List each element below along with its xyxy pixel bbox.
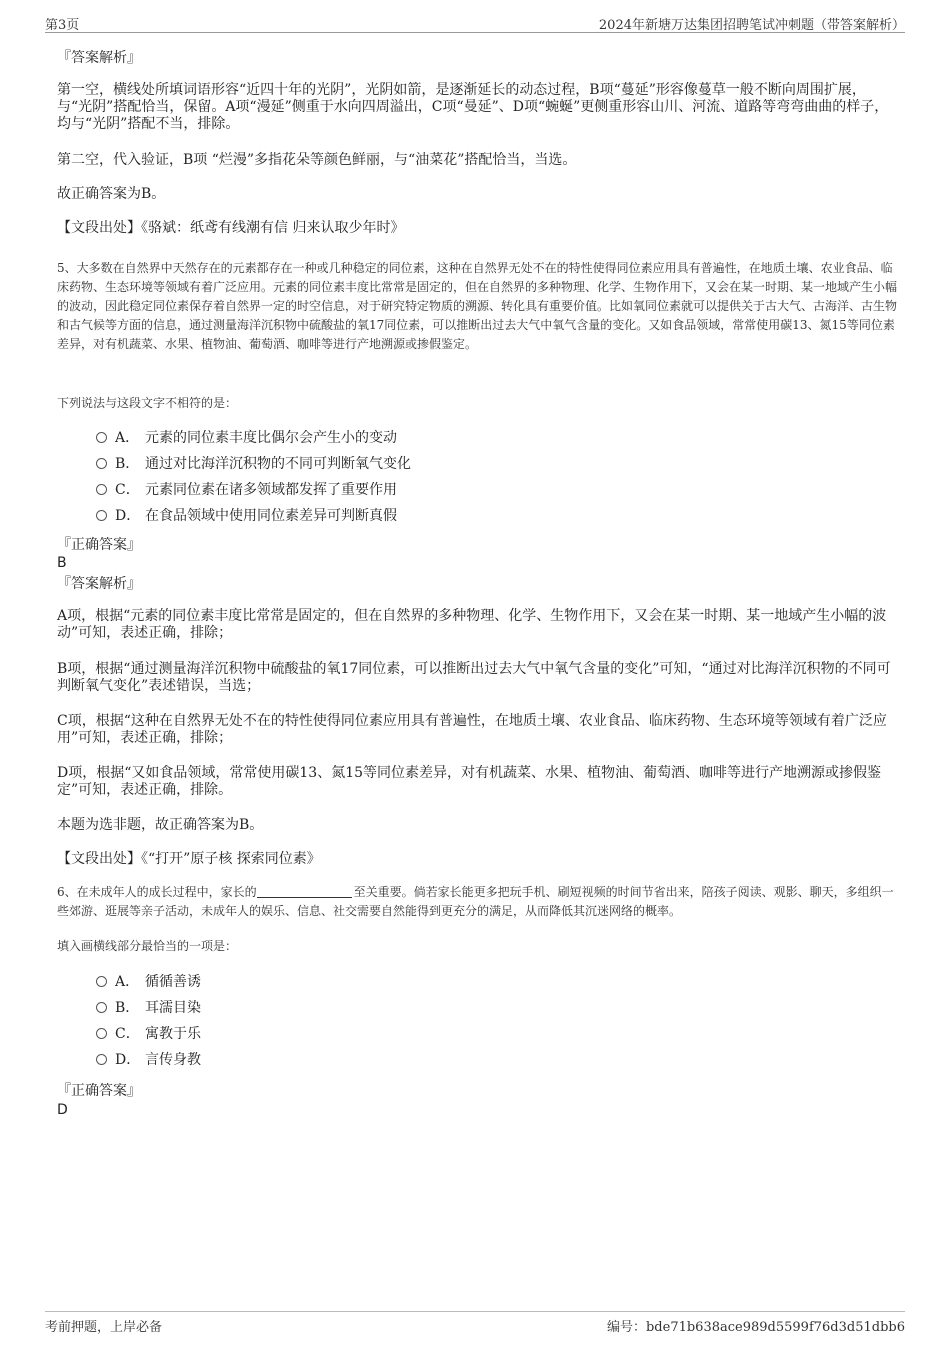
radio-icon[interactable] — [96, 432, 107, 443]
radio-icon[interactable] — [96, 976, 107, 987]
correct-answer: D — [57, 1102, 68, 1118]
option-d[interactable]: D． 言传身教 — [96, 1050, 201, 1070]
analysis-item-d: D项，根据“又如食品领域，常常使用碳13、氮15等同位素差异，对有机蔬菜、水果、植物油、葡萄酒、咖啡等进行产地溯源或掺假鉴定”可知，表述正确，排除。 — [57, 765, 882, 798]
question-prompt: 填入画横线部分最恰当的一项是： — [57, 939, 238, 953]
question-stem: 6、在未成年人的成长过程中，家长的 至关重要。倘若家长能更多把玩手机、刷短视频的时间节省出来，陪孩子阅读、观影、聊天，多组织一些郊游、逛展等亲子活动，未成年人的娱乐、信息、社交需要自然能得到更充分的满足，从而降低其沉迷网络的概率。 — [57, 885, 894, 918]
correct-answer: B — [57, 555, 67, 571]
radio-icon[interactable] — [96, 1054, 107, 1065]
page-footer — [45, 1311, 905, 1336]
question-stem: 5、大多数在自然界中天然存在的元素都存在一种或几种稳定的同位素，这种在自然界无处不在的特性使得同位素应用具有普遍性，在地质土壤、农业食品、临床药物、生态环境等领域有着广泛应用。元素的同位素丰度比常常是固定的，但在自然界的多种物理、化学、生物作用下，又会在某一时期、某一地域产生小幅的波动，因此稳定同位素保存着自然界一定的时空信息，对于研究特定物质的溯源、转化具有重要价值。比如氧同位素就可以提供关于古大气、古海洋、古生物和古气候等方面的信息，通过测量海洋沉积物中硫酸盐的氧17同位素，可以推断出过去大气中氧气含量的变化。又如食品领域，常常使用碳13、氮15等同位素差异，对有机蔬菜、水果、植物油、葡萄酒、咖啡等进行产地溯源或掺假鉴定。 — [57, 261, 898, 351]
analysis-item-b: B项，根据“通过测量海洋沉积物中硫酸盐的氧17同位素，可以推断出过去大气中氧气含量的变化”可知，“通过对比海洋沉积物的不同可判断氧气变化”表述错误，当选； — [57, 661, 891, 694]
page-number: 第3页 — [45, 18, 80, 33]
option-c[interactable]: C． 寓教于乐 — [96, 1024, 201, 1044]
option-a[interactable]: A． 元素的同位素丰度比偶尔会产生小的变动 — [96, 428, 397, 448]
page-header — [45, 12, 905, 33]
option-a[interactable]: A． 循循善诱 — [96, 972, 201, 992]
analysis-label: 『答案解析』 — [57, 50, 141, 66]
option-c[interactable]: C． 元素同位素在诸多领域都发挥了重要作用 — [96, 480, 397, 500]
analysis-item-c: C项，根据“这种在自然界无处不在的特性使得同位素应用具有普遍性，在地质土壤、农业食品、临床药物、生态环境等领域有着广泛应用”可知，表述正确，排除； — [57, 713, 887, 746]
option-b[interactable]: B． 通过对比海洋沉积物的不同可判断氧气变化 — [96, 454, 411, 474]
footer-slogan: 考前押题，上岸必备 — [45, 1320, 163, 1335]
analysis-label: 『答案解析』 — [57, 576, 141, 592]
fill-blank — [257, 884, 352, 898]
document-title: 2024年新塘万达集团招聘笔试冲刺题（带答案解析） — [598, 18, 905, 33]
radio-icon[interactable] — [96, 510, 107, 521]
answer-label: 『正确答案』 — [57, 1083, 141, 1099]
question-prompt: 下列说法与这段文字不相符的是： — [57, 396, 238, 410]
answer-label: 『正确答案』 — [57, 537, 141, 553]
analysis-conclusion: 本题为选非题，故正确答案为B。 — [57, 817, 264, 833]
radio-icon[interactable] — [96, 1002, 107, 1013]
document-id: 编号：bde71b638ace989d5599f76d3d51dbb6 — [606, 1320, 905, 1335]
source-citation: 【文段出处】《骆斌：纸鸢有线潮有信 归来认取少年时》 — [57, 220, 405, 236]
radio-icon[interactable] — [96, 1028, 107, 1039]
analysis-conclusion: 故正确答案为B。 — [57, 186, 166, 202]
analysis-paragraph: 第二空，代入验证，B项 “烂漫”多指花朵等颜色鲜丽，与“油菜花”搭配恰当，当选。 — [57, 152, 577, 168]
option-d[interactable]: D． 在食品领域中使用同位素差异可判断真假 — [96, 506, 397, 526]
radio-icon[interactable] — [96, 484, 107, 495]
analysis-paragraph: 第一空，横线处所填词语形容“近四十年的光阴”，光阴如箭，是逐渐延长的动态过程，B项“蔓延”形容像蔓草一般不断向周围扩展，与“光阴”搭配恰当，保留。A项“漫延”侧重于水向四周溢出，C项“曼延”、D项“蜿蜒”更侧重形容山川、河流、道路等弯弯曲曲的样子，均与“光阴”搭配不当，排除。 — [57, 82, 889, 132]
analysis-item-a: A项，根据“元素的同位素丰度比常常是固定的，但在自然界的多种物理、化学、生物作用下，又会在某一时期、某一地域产生小幅的波动”可知，表述正确，排除； — [57, 608, 887, 641]
source-citation: 【文段出处】《“打开”原子核 探索同位素》 — [57, 851, 321, 867]
radio-icon[interactable] — [96, 458, 107, 469]
option-b[interactable]: B． 耳濡目染 — [96, 998, 201, 1018]
